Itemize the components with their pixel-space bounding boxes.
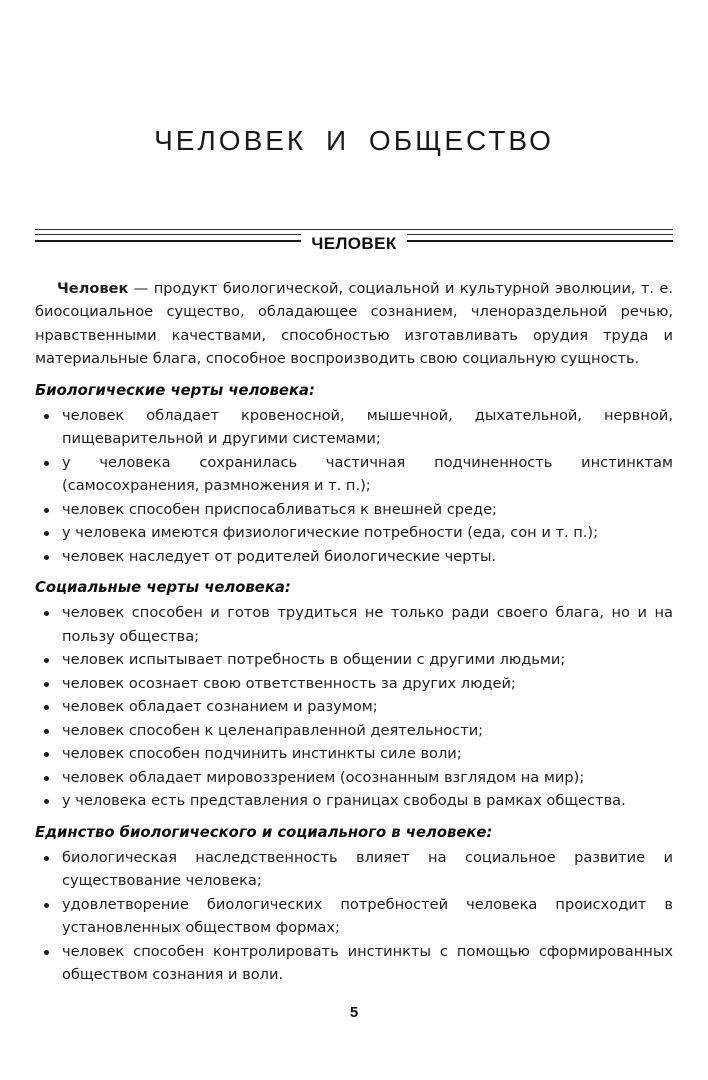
list-item <box>35 940 673 987</box>
list-item-text: человек способен к целенаправленной деятельности; <box>62 721 484 739</box>
list-item <box>35 742 673 766</box>
list-item <box>35 601 673 648</box>
list-item <box>35 404 673 451</box>
list-item-text: человек способен контролировать инстинкты с помощью сформированных обществом сознания и воли. <box>62 942 673 984</box>
list-item-text: человек испытывает потребность в общении с другими людьми; <box>62 651 566 669</box>
list-item <box>35 766 673 790</box>
list-unity-traits <box>35 846 673 987</box>
body-content <box>35 277 673 987</box>
subheading-biological: Биологические черты человека: <box>35 381 315 399</box>
section-title-wrap <box>35 233 673 255</box>
list-item-text: биологическая наследственность влияет на социальное развитие и существование человека; <box>62 848 673 890</box>
list-item-text: удовлетворение биологических потребностей человека происходит в установленных обществом формах; <box>62 895 673 937</box>
intro-paragraph <box>35 277 673 371</box>
subheading-unity: Единство биологического и социального в человеке: <box>35 823 493 841</box>
list-item-text: человек способен подчинить инстинкты силе воли; <box>62 745 462 763</box>
list-item <box>35 545 673 569</box>
list-item-text: у человека есть представления о границах свободы в рамках общества. <box>62 792 626 810</box>
list-item-text: человек наследует от родителей биологические черты. <box>62 547 497 565</box>
intro-lead-term: Человек <box>57 279 129 297</box>
list-item <box>35 451 673 498</box>
intro-paragraph-text: — продукт биологической, социальной и культурной эволюции, т. е. биосоциальное существо, обладающее сознанием, членораздельной речью, нравственными качествами, способностью изготавливать орудия труда и материальные блага, способное воспроизводить свою социальную сущность. <box>35 279 673 368</box>
list-biological-traits <box>35 404 673 569</box>
list-item-text: у человека имеются физиологические потребности (еда, сон и т. п.); <box>62 524 599 542</box>
list-item <box>35 789 673 813</box>
page-number: 5 <box>349 1004 359 1021</box>
list-item-text: человек обладает сознанием и разумом; <box>62 698 378 716</box>
page-title: ЧЕЛОВЕК И ОБЩЕСТВО <box>154 125 554 156</box>
list-social-traits <box>35 601 673 813</box>
list-item <box>35 695 673 719</box>
list-item-text: человек обладает кровеносной, мышечной, дыхательной, нервной, пищеварительной и другими системами; <box>62 406 673 448</box>
list-item <box>35 521 673 545</box>
list-item-text: у человека сохранилась частичная подчиненность инстинктам (самосохранения, размножения и т. п.); <box>62 453 673 495</box>
list-item-text: человек обладает мировоззрением (осознанным взглядом на мир); <box>62 768 585 786</box>
list-item <box>35 893 673 940</box>
subheading-social: Социальные черты человека: <box>35 579 291 597</box>
list-item-text: человек способен и готов трудиться не только ради своего блага, но и на пользу общества; <box>62 604 673 645</box>
list-item <box>35 846 673 893</box>
list-item-text: человек способен приспосабливаться к внешней среде; <box>62 500 497 518</box>
list-item <box>35 498 673 522</box>
list-item <box>35 648 673 672</box>
list-item-text: человек осознает свою ответственность за других людей; <box>62 674 516 692</box>
rule-line-1 <box>35 229 673 230</box>
section-header-band <box>35 229 673 271</box>
list-item <box>35 719 673 743</box>
list-item <box>35 672 673 696</box>
section-title: ЧЕЛОВЕК <box>301 233 406 255</box>
